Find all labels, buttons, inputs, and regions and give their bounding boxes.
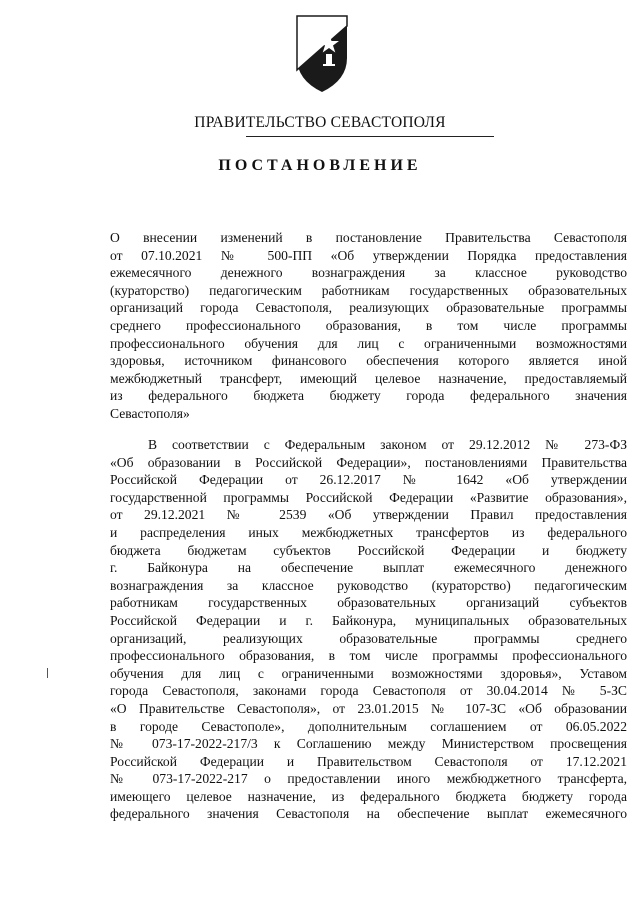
body-line: работникам государственных образовательных организаций субъектов [110,595,627,611]
body-line: «Об образовании в Российской Федерации», постановлениями Правительства [110,454,627,470]
body-line: В соответствии с Федеральным законом от 29.12.2012 № 273-ФЗ [148,437,627,452]
title-line: из федерального бюджета бюджету города федерального значения [110,388,627,404]
body-line: Российской Федерации и г. Байконура, муниципальных образовательных [110,612,627,628]
margin-mark [47,668,48,678]
title-line: от 07.10.2021 № 500-ПП «Об утверждении Порядка предоставления [110,247,627,263]
title-line: О внесении изменений в постановление Правительства Севастополя [110,230,627,245]
body-line: федерального значения Севастополя на обеспечение выплат ежемесячного [110,806,627,822]
title-line: межбюджетный трансферт, имеющий целевое назначение, предоставляемый [110,370,627,386]
document-title [110,229,627,423]
document-type: ПОСТАНОВЛЕНИЕ [218,157,422,174]
body-line: бюджета бюджетам субъектов Российской Федерации и бюджету [110,542,627,558]
body-line: «О Правительстве Севастополя», от 23.01.2015 № 107-ЗС «Об образовании [110,700,627,716]
body-line: города Севастополя, законами города Севастополя от 30.04.2014 № 5-ЗС [110,683,627,699]
body-line: обучения для лиц с ограниченными возможностями здоровья», Уставом [110,665,627,681]
title-line: (кураторство) педагогическим работникам государственных образовательных [110,282,627,298]
document-body [110,436,627,823]
header-underline [246,136,494,137]
body-line: и распределения иных межбюджетных трансфертов из федерального [110,524,627,540]
sevastopol-coat-of-arms-icon [293,8,351,94]
title-line: здоровья, источником финансового обеспечения которого является иной [110,353,627,369]
body-line: государственной программы Российской Федерации «Развитие образования», [110,489,627,505]
body-line: организаций, реализующих образовательные программы среднего [110,630,627,646]
title-line: организаций города Севастополя, реализующих образовательные программы [110,300,627,316]
body-line: Российской Федерации от 26.12.2017 № 1642 «Об утверждении [110,472,627,488]
title-line: Севастополя» [110,405,190,421]
body-line: № 073-17-2022-217/3 к Соглашению между Министерством просвещения [110,736,627,752]
organization-name: ПРАВИТЕЛЬСТВО СЕВАСТОПОЛЯ [194,114,446,131]
title-line: профессионального обучения для лиц с ограниченными возможностями [110,335,627,351]
body-line: Российской Федерации и Правительством Севастополя от 17.12.2021 [110,753,627,769]
body-line: имеющего целевое назначение, из федерального бюджета бюджету города [110,788,627,804]
body-line: от 29.12.2021 № 2539 «Об утверждении Правил предоставления [110,507,627,523]
body-line: в городе Севастополе», дополнительным соглашением от 06.05.2022 [110,718,627,734]
body-line: вознаграждения за классное руководство (кураторство) педагогическим [110,577,627,593]
body-line: г. Байконура на обеспечение выплат ежемесячного денежного [110,560,627,576]
title-line: ежемесячного денежного вознаграждения за классное руководство [110,265,627,281]
body-line: профессионального образования, в том числе программы профессионального [110,648,627,664]
body-line: № 073-17-2022-217 о предоставлении иного межбюджетного трансферта, [110,771,627,787]
title-line: среднего профессионального образования, в том числе программы [110,317,627,333]
